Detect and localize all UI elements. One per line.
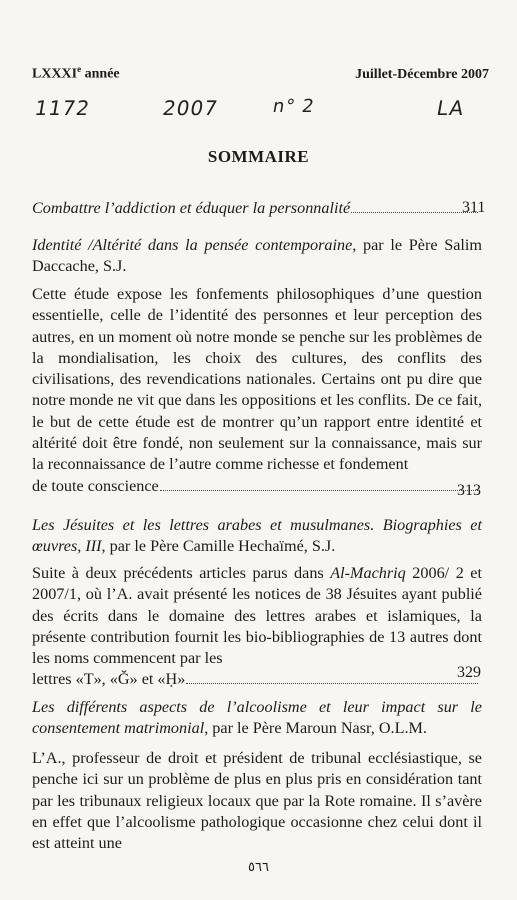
- toc-entry-2-summary-end: de toute conscience: [32, 476, 159, 495]
- leader-dots: [351, 212, 478, 213]
- toc-entry-3-summary-end: lettres «T», «Ğ» et «Ḥ»: [32, 670, 186, 689]
- toc-entry-2-summary: Cette étude expose les fonfements philosophiques d’une question essentielle, celle de l’identité des personnes et leur perception des autres, en un moment où notre monde se penche sur les problèmes de la mondialisation, les choix des cultures, des conflits des civilisations, des revendications nationales. Certains ont pu dire que notre monde ne vit que dans les oppositions et les conflits. De ce fait, le but de cette étude est de montrer qu’un rapport entre identité et altérité doit être fondé, non seulement sur la connaissance, mais sur la reconnaissance de l’autre comme richesse et fondement: [32, 285, 482, 474]
- toc-entry-3-heading: [32, 515, 482, 558]
- volume-superscript: e: [77, 64, 82, 74]
- volume-number: LXXXI: [32, 66, 78, 82]
- toc-entry-2-last-line: [32, 476, 482, 497]
- toc-entry-2-author: , par le Père Salim Daccache, S.J.: [32, 236, 482, 276]
- handwritten-issue: n° 2: [271, 96, 317, 117]
- toc-entry-4-heading: [32, 697, 482, 740]
- toc-entry-2-summary-block: [32, 284, 482, 497]
- toc-entry-1-page: 311: [462, 199, 486, 216]
- volume-suffix: année: [81, 66, 120, 82]
- toc-entry-4-summary-block: [32, 748, 482, 854]
- issue-date: Juillet-Décembre 2007: [355, 67, 489, 82]
- toc-entry-3-summary-a: Suite à deux précédents articles parus dans: [32, 564, 331, 582]
- handwritten-year: 2007: [160, 96, 221, 120]
- toc-entry-1-line: [32, 198, 482, 219]
- toc-entry-1: [32, 198, 482, 219]
- toc-entry-4-summary: L’A., professeur de droit et président de tribunal ecclésiastique, se penche ici sur un problème de plus en plus pris en considération tant par les tribunaux religieux locaux que par la Rote romaine. Il s’avère en effet que l’alcoolisme pathologique occasionne chez celui dont il est atteint une: [32, 749, 482, 853]
- toc-entry-2-title: Identité /Altérité dans la pensée contemporaine: [32, 236, 353, 254]
- toc-entry-3-title: Les Jésuites et les lettres arabes et musulmanes. Biographies et œuvres, III: [32, 516, 482, 556]
- leader-dots: [186, 683, 478, 684]
- toc-entry-3-page: 329: [457, 664, 481, 681]
- toc-entry-3-summary-b: 2006/ 2 et 2007/1, où l’A. avait présenté les notices de 38 Jésuites ayant publié des écrits dans le domaine des lettres arabes et islamiques, la présente contribution fournit les bio-bibliographies de 13 autres dont les noms commencent par les: [32, 564, 482, 668]
- page-title: SOMMAIRE: [207, 147, 310, 166]
- toc-entry-2-page: 313: [457, 482, 481, 499]
- toc-entry-3-last-line: [32, 669, 482, 690]
- toc-entry-1-title: Combattre l’addiction et éduquer la personnalité: [32, 199, 351, 217]
- journal-name: Al-Machriq: [330, 564, 406, 582]
- toc-entry-3-author: , par le Père Camille Hechaïmé, S.J.: [101, 537, 336, 556]
- leader-dots: [160, 490, 478, 491]
- toc-entry-2-heading: [32, 235, 482, 278]
- handwritten-reference: 1172: [32, 96, 93, 120]
- volume-header: [32, 64, 120, 83]
- toc-entry-3-summary: [32, 563, 482, 669]
- page-number: ٥٦٦: [248, 860, 269, 875]
- toc-entry-3-summary-block: [32, 563, 482, 691]
- toc-entry-4-author: , par le Père Maroun Nasr, O.L.M.: [204, 719, 427, 738]
- toc-entry-4-title: Les différents aspects de l’alcoolisme et leur impact sur le consentement matrimonial: [32, 698, 482, 738]
- handwritten-code: LA: [434, 96, 467, 120]
